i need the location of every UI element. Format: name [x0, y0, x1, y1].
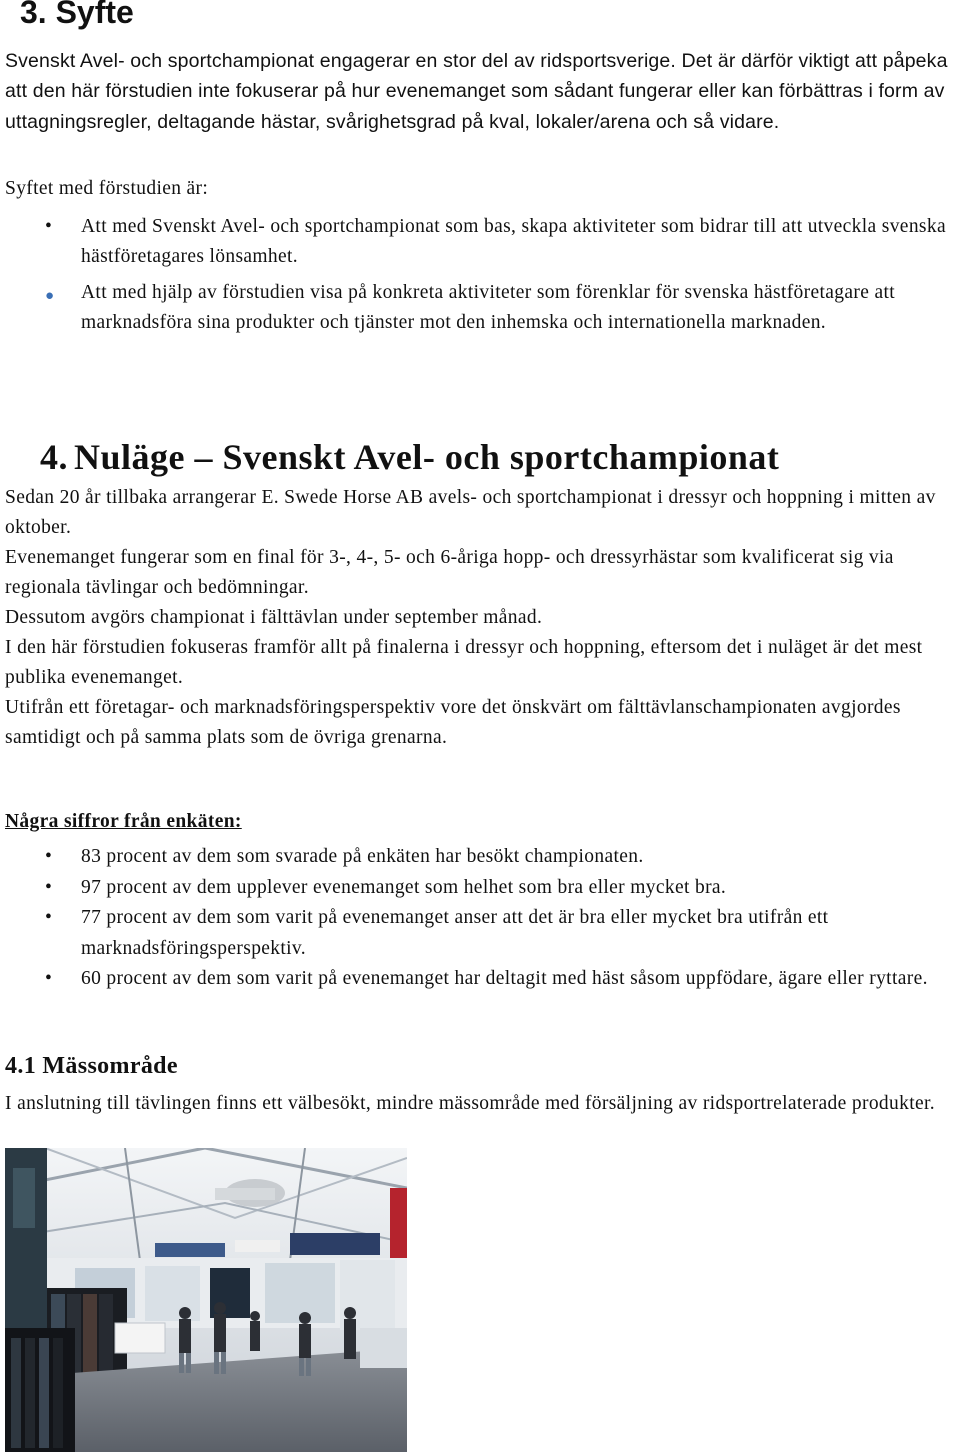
- list-item: [5, 873, 955, 904]
- survey-text: 97 procent av dem upplever evenemanget som helhet som bra eller mycket bra.: [81, 876, 727, 898]
- trade-fair-photo: [5, 1148, 407, 1452]
- section-4-number: 4.: [40, 437, 68, 477]
- bullet-icon: •: [45, 968, 53, 989]
- survey-heading: Några siffror från enkäten:: [5, 811, 242, 832]
- section-4-title: Nuläge – Svenskt Avel- och sportchampionat: [74, 437, 780, 477]
- bullet-icon: •: [45, 846, 53, 867]
- section-3-heading: 3. Syfte: [20, 0, 134, 30]
- list-item: [5, 278, 955, 338]
- bullet-icon: •: [45, 907, 53, 928]
- section-4-paragraph: I den här förstudien fokuseras framför allt på finalerna i dressyr och hoppning, eftersom det i nuläget är det mest publika evenemanget.: [5, 637, 923, 688]
- bullet-icon: •: [45, 876, 53, 898]
- section-4-paragraph: Dessutom avgörs championat i fälttävlan under september månad.: [5, 607, 543, 628]
- list-item: [5, 964, 955, 995]
- section-4-1-paragraph: I anslutning till tävlingen finns ett välbesökt, mindre mässområde med försäljning av ridsportrelaterade produkter.: [5, 1093, 935, 1114]
- survey-list: [5, 842, 955, 995]
- list-item: [5, 842, 955, 873]
- section-4-body: [5, 483, 960, 753]
- bullet-icon: ●: [45, 288, 55, 304]
- section-4-paragraph: Utifrån ett företagar- och marknadsföringsperspektiv vore det önskvärt om fälttävlanschampionaten avgjordes samtidigt och på samma plats som de övriga grenarna.: [5, 697, 901, 748]
- survey-text: 83 procent av dem som svarade på enkäten har besökt championaten.: [81, 846, 644, 867]
- purpose-list: [5, 212, 955, 338]
- section-3-paragraph: Svenskt Avel- och sportchampionat engagerar en stor del av ridsportsverige. Det är därför viktigt att påpeka att den här förstudien inte fokuserar på hur evenemanget som sådant fungerar eller kan förbättras i form av uttagningsregler, deltagande hästar, svårighetsgrad på kval, lokaler/arena och så vidare.: [5, 50, 948, 133]
- section-4-paragraph: Evenemanget fungerar som en final för 3-, 4-, 5- och 6-åriga hopp- och dressyrhästar som kvalificerat sig via regionala tävlingar och bedömningar.: [5, 547, 894, 598]
- purpose-intro: Syftet med förstudien är:: [5, 178, 209, 199]
- section-4-1-heading: 4.1 Mässområde: [5, 1053, 178, 1079]
- purpose-text: Att med hjälp av förstudien visa på konkreta aktiviteter som förenklar för svenska hästföretagare att marknadsföra sina produkter och tjänster mot den inhemska och internationella marknaden.: [81, 282, 895, 333]
- list-item: [5, 903, 955, 964]
- section-4-paragraph: Sedan 20 år tillbaka arrangerar E. Swede Horse AB avels- och sportchampionat i dressyr och hoppning i mitten av oktober.: [5, 487, 936, 538]
- survey-text: 77 procent av dem som varit på evenemanget anser att det är bra eller mycket bra utifrån ett marknadsföringsperspektiv.: [81, 907, 829, 959]
- survey-text: 60 procent av dem som varit på evenemanget har deltagit med häst såsom uppfödare, ägare eller ryttare.: [81, 968, 928, 989]
- section-4-heading: [40, 436, 779, 478]
- purpose-text: Att med Svenskt Avel- och sportchampionat som bas, skapa aktiviteter som bidrar till att utveckla svenska hästföretagares lönsamhet.: [81, 216, 946, 267]
- bullet-icon: •: [45, 216, 53, 237]
- list-item: [5, 212, 955, 272]
